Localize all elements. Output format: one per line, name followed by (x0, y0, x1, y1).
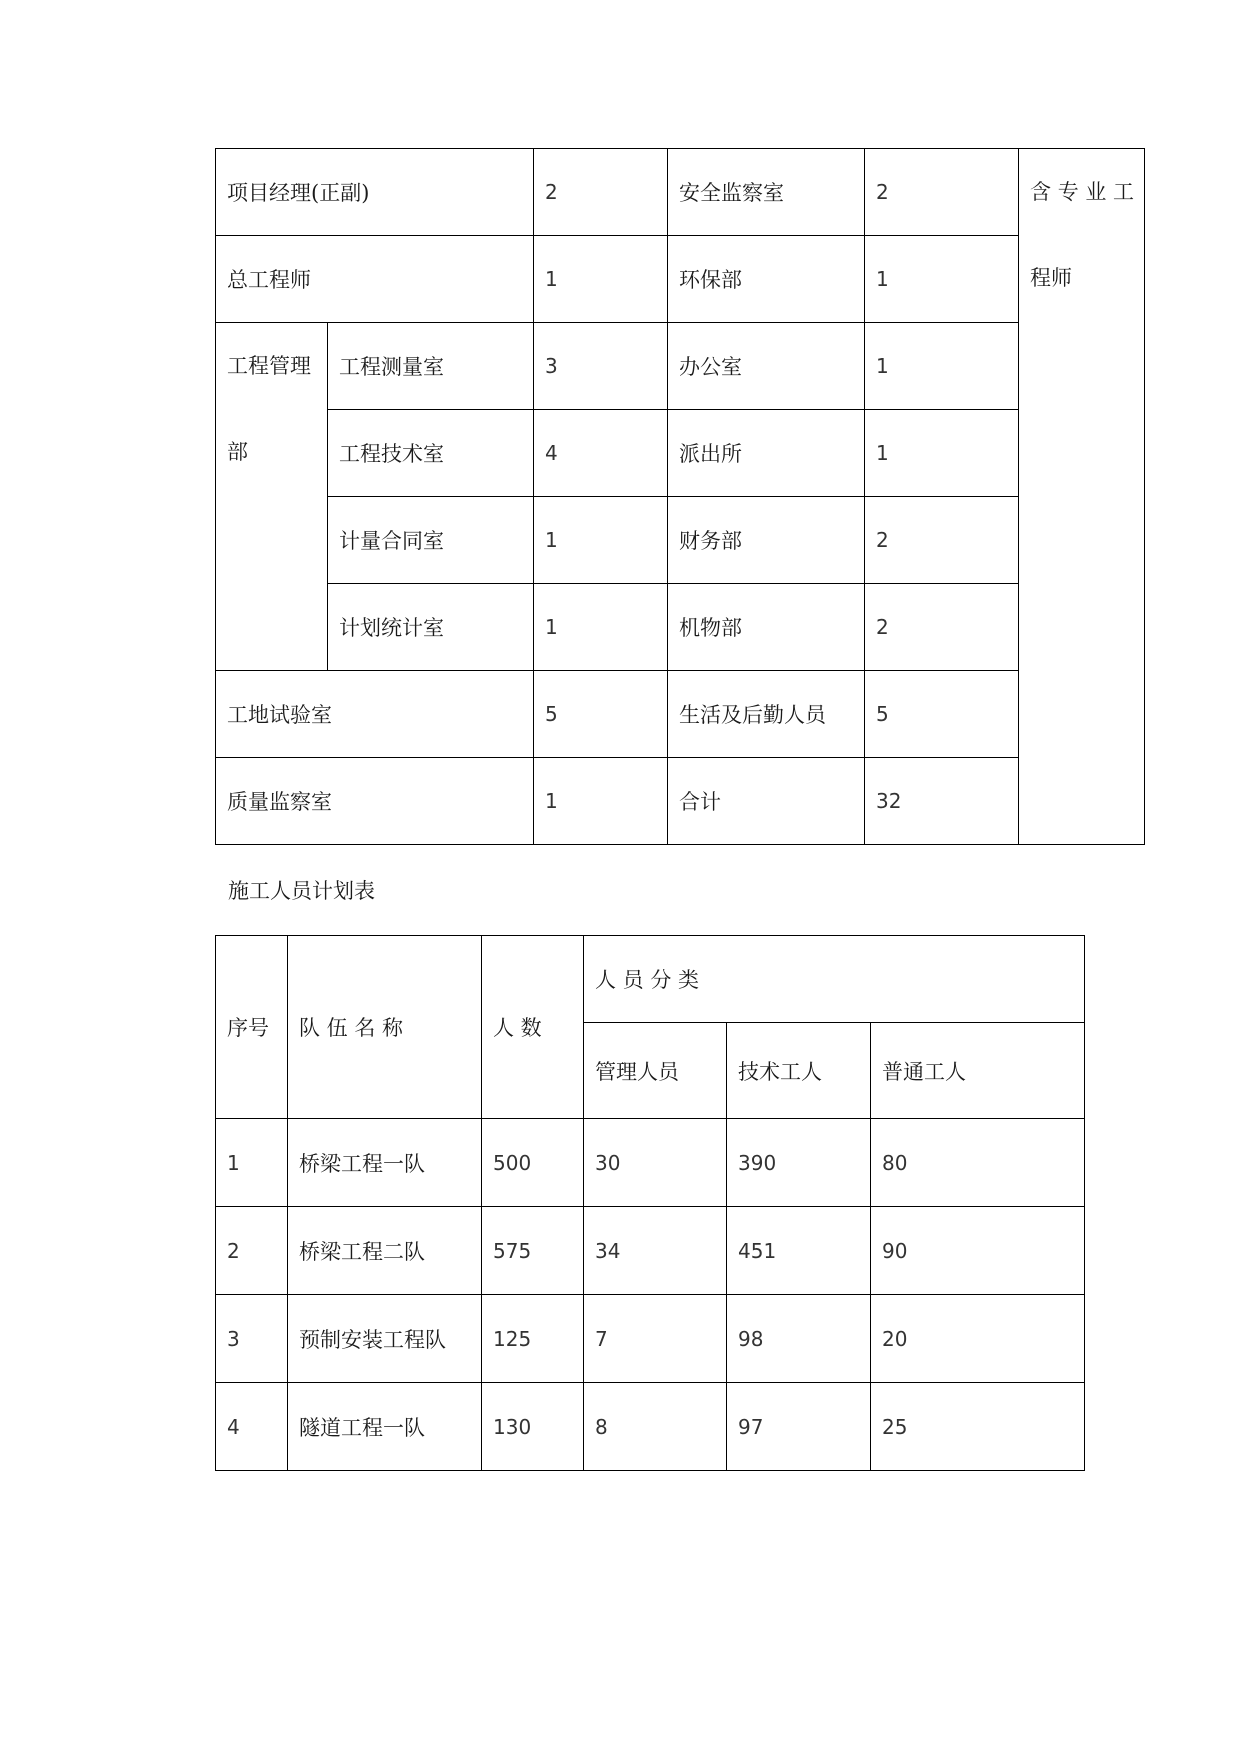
table-row (216, 1207, 1085, 1295)
header-seq: 序号 (216, 936, 288, 1119)
sub-dept-cell: 工程技术室 (328, 410, 534, 497)
table-row (216, 497, 1145, 584)
managers-cell: 30 (584, 1119, 727, 1207)
team-cell: 桥梁工程二队 (288, 1207, 482, 1295)
table-row (216, 236, 1145, 323)
managers-cell: 7 (584, 1295, 727, 1383)
sub-dept-cell: 计量合同室 (328, 497, 534, 584)
note-line-1: 含 专 业 工 (1030, 180, 1135, 204)
team-cell: 隧道工程一队 (288, 1383, 482, 1471)
count-cell: 1 (534, 236, 668, 323)
header-category: 人 员 分 类 (584, 936, 1085, 1023)
people-cell: 130 (482, 1383, 584, 1471)
count-cell: 4 (534, 410, 668, 497)
dept-count-cell: 1 (865, 323, 1019, 410)
seq-cell: 1 (216, 1119, 288, 1207)
header-laborers: 普通工人 (871, 1023, 1085, 1119)
seq-cell: 2 (216, 1207, 288, 1295)
laborers-cell: 25 (871, 1383, 1085, 1471)
dept-count-cell: 2 (865, 497, 1019, 584)
group-line-1: 工程管理 (227, 354, 311, 378)
header-managers: 管理人员 (584, 1023, 727, 1119)
header-row (216, 936, 1085, 1023)
header-people: 人 数 (482, 936, 584, 1119)
header-technicians: 技术工人 (727, 1023, 871, 1119)
staff-table (215, 148, 1145, 845)
people-cell: 125 (482, 1295, 584, 1383)
group-cell (216, 323, 328, 671)
table-caption: 施工人员计划表 (228, 879, 375, 903)
count-cell: 1 (534, 758, 668, 845)
table-row (216, 584, 1145, 671)
table-row (216, 323, 1145, 410)
dept-count-cell: 2 (865, 149, 1019, 236)
count-cell: 5 (534, 671, 668, 758)
laborers-cell: 20 (871, 1295, 1085, 1383)
table-row (216, 671, 1145, 758)
role-cell: 质量监察室 (216, 758, 534, 845)
count-cell: 2 (534, 149, 668, 236)
managers-cell: 34 (584, 1207, 727, 1295)
dept-cell: 生活及后勤人员 (668, 671, 865, 758)
sub-dept-cell: 计划统计室 (328, 584, 534, 671)
dept-cell: 合计 (668, 758, 865, 845)
dept-cell: 机物部 (668, 584, 865, 671)
dept-count-cell: 5 (865, 671, 1019, 758)
table-row (216, 1295, 1085, 1383)
crew-table (215, 935, 1085, 1471)
note-cell (1019, 149, 1145, 845)
technicians-cell: 451 (727, 1207, 871, 1295)
technicians-cell: 97 (727, 1383, 871, 1471)
seq-cell: 4 (216, 1383, 288, 1471)
team-cell: 预制安装工程队 (288, 1295, 482, 1383)
technicians-cell: 390 (727, 1119, 871, 1207)
people-cell: 575 (482, 1207, 584, 1295)
role-cell: 工地试验室 (216, 671, 534, 758)
dept-cell: 派出所 (668, 410, 865, 497)
count-cell: 3 (534, 323, 668, 410)
technicians-cell: 98 (727, 1295, 871, 1383)
table-row (216, 410, 1145, 497)
header-team: 队 伍 名 称 (288, 936, 482, 1119)
role-cell: 项目经理(正副) (216, 149, 534, 236)
laborers-cell: 90 (871, 1207, 1085, 1295)
seq-cell: 3 (216, 1295, 288, 1383)
dept-count-cell: 32 (865, 758, 1019, 845)
laborers-cell: 80 (871, 1119, 1085, 1207)
dept-count-cell: 1 (865, 236, 1019, 323)
role-cell: 总工程师 (216, 236, 534, 323)
dept-count-cell: 1 (865, 410, 1019, 497)
dept-count-cell: 2 (865, 584, 1019, 671)
managers-cell: 8 (584, 1383, 727, 1471)
team-cell: 桥梁工程一队 (288, 1119, 482, 1207)
dept-cell: 环保部 (668, 236, 865, 323)
dept-cell: 财务部 (668, 497, 865, 584)
group-line-2: 部 (227, 440, 248, 464)
dept-cell: 安全监察室 (668, 149, 865, 236)
table-row (216, 149, 1145, 236)
people-cell: 500 (482, 1119, 584, 1207)
note-line-2: 程师 (1030, 266, 1073, 290)
count-cell: 1 (534, 584, 668, 671)
table-row (216, 1119, 1085, 1207)
count-cell: 1 (534, 497, 668, 584)
dept-cell: 办公室 (668, 323, 865, 410)
table-row (216, 1383, 1085, 1471)
table-row (216, 758, 1145, 845)
sub-dept-cell: 工程测量室 (328, 323, 534, 410)
